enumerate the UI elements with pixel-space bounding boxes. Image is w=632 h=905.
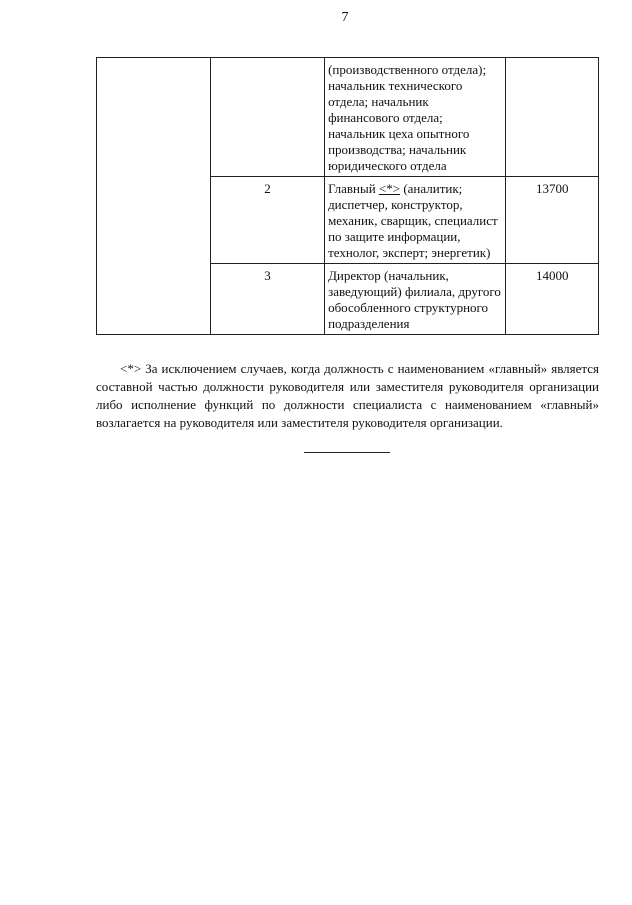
position-rest: (аналитик; диспетчер, конструктор, механик, сварщик, специалист по защите информации, технолог, эксперт; энергетик): [328, 181, 498, 260]
end-divider: [304, 452, 390, 453]
position-cell: Директор (начальник, заведующий) филиала, другого обособленного структурного подразделения: [325, 264, 506, 335]
qualification-level-cell: [211, 58, 325, 177]
position-cell: (производственного отдела); начальник технического отдела; начальник финансового отдела; начальник цеха опытного производства; начальник юридического отдела: [325, 58, 506, 177]
footnote-reference-link[interactable]: <*>: [378, 181, 401, 196]
qualification-group-cell: [97, 58, 211, 335]
footnote: <*> За исключением случаев, когда должность с наименованием «главный» является составной частью должности руководителя или заместителя руководителя организации либо исполнение функций по должности специалиста с наименованием «главный» возлагается на руководителя или заместителя руководителя организации.: [96, 361, 599, 430]
position-cell: [325, 177, 506, 264]
salary-cell: 14000: [506, 264, 599, 335]
salary-cell: 13700: [506, 177, 599, 264]
qualification-level-cell: 3: [211, 264, 325, 335]
salary-cell: [506, 58, 599, 177]
table-row: [97, 58, 599, 177]
page-number: 7: [341, 10, 349, 25]
position-prefix: Главный: [328, 181, 379, 196]
salary-table: [96, 57, 599, 335]
qualification-level-cell: 2: [211, 177, 325, 264]
